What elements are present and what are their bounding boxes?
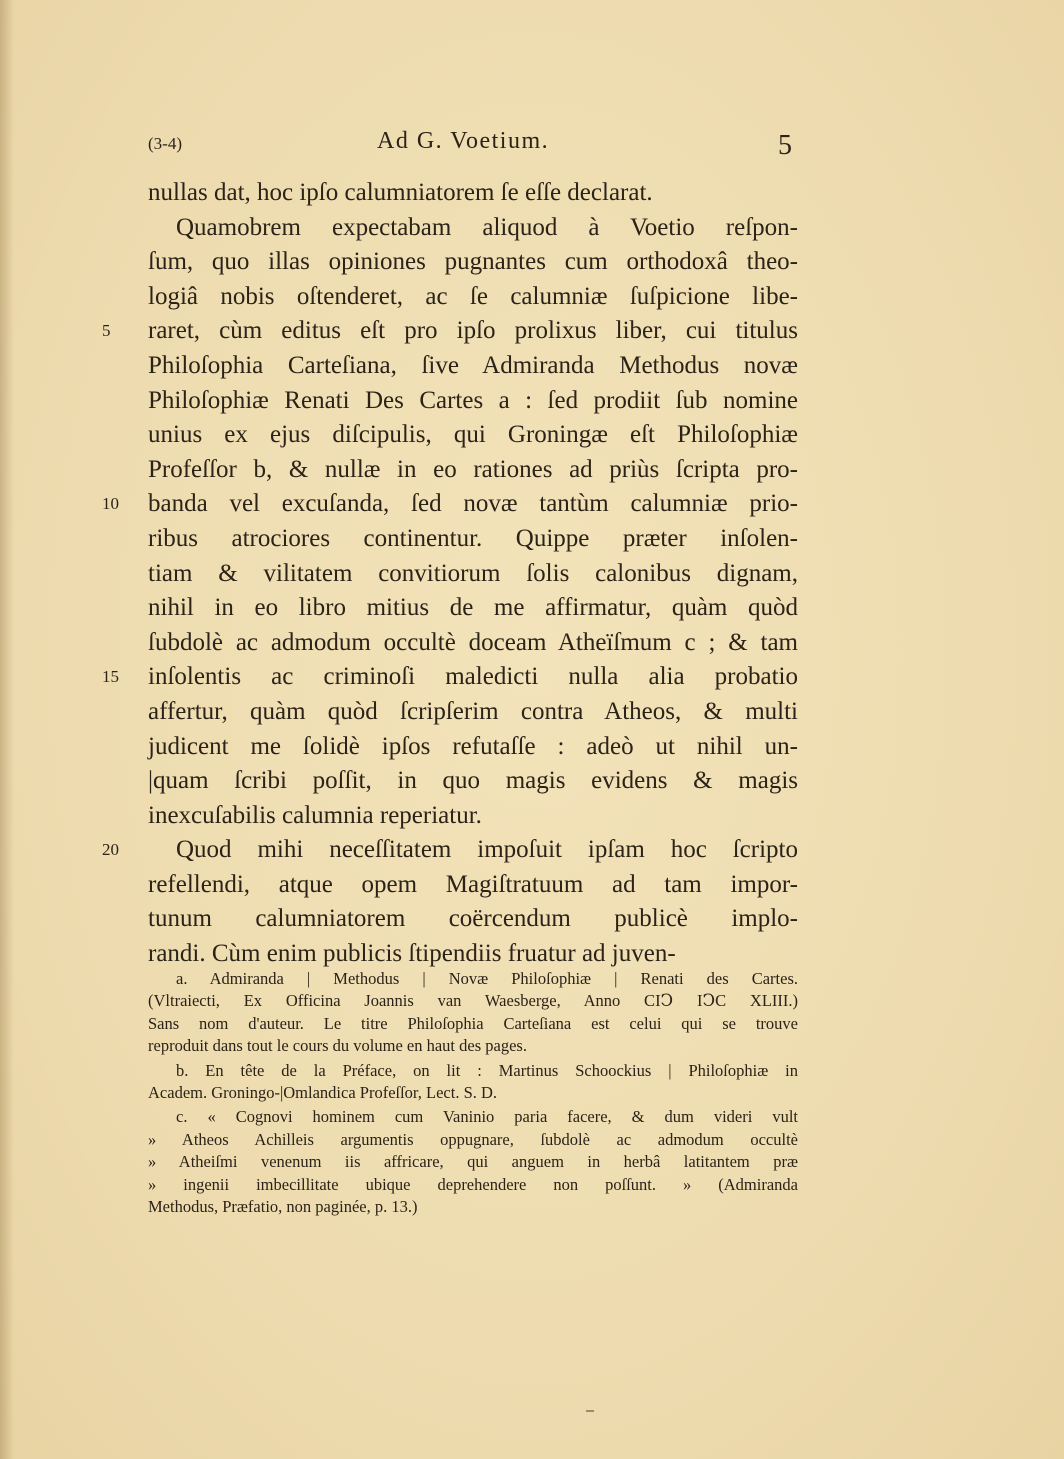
line-number: 15 <box>102 667 119 687</box>
footnote-line: » ingenii imbecillitate ubique deprehendere non poſſunt. » (Admiranda <box>148 1174 798 1194</box>
text-line: ribus atrociores continentur. Quippe præter inſolen- <box>148 524 798 552</box>
text-line: Philoſophiæ Renati Des Cartes a : ſed prodiit ſub nomine <box>148 386 798 414</box>
paper-mark <box>586 1410 594 1412</box>
text-line: tiam & vilitatem convitiorum ſolis calonibus dignam, <box>148 559 798 587</box>
line-number: 20 <box>102 840 119 860</box>
text-line: nullas dat, hoc ipſo calumniatorem ſe eſſe declarat. <box>148 179 653 206</box>
header-page-range: (3-4) <box>148 134 182 153</box>
text-line: judicent me ſolidè ipſos refutaſſe : adeò ut nihil un- <box>148 732 798 760</box>
footnote-line: reproduit dans tout le cours du volume en haut des pages. <box>148 1036 527 1056</box>
text-line: randi. Cùm enim publicis ſtipendiis fruatur ad juven- <box>148 940 676 968</box>
text-line: unius ex ejus diſcipulis, qui Groningæ eſt Philoſophiæ <box>148 421 798 449</box>
footnotes <box>148 968 798 1218</box>
text-line: Quod mihi neceſſitatem impoſuit ipſam hoc ſcripto 20 <box>148 833 798 868</box>
footnote-line: » Atheiſmi venenum iis affricare, qui anguem in herbâ latitantem præ <box>148 1152 798 1172</box>
running-header <box>0 128 1064 168</box>
footnote-line: Sans nom d'auteur. Le titre Philoſophia Carteſiana est celui qui se trouve <box>148 1013 798 1033</box>
header-title: Ad G. Voetium. <box>377 128 550 154</box>
line-number: 5 <box>102 321 111 341</box>
text-line: ſum, quo illas opiniones pugnantes cum orthodoxâ theo- <box>148 248 798 276</box>
footnote-line: a. Admiranda | Methodus | Novæ Philoſophiæ | Renati des Cartes. <box>176 969 798 988</box>
text-line: banda vel excuſanda, ſed novæ tantùm calumniæ prio- 10 <box>148 487 798 522</box>
line-number: 10 <box>102 494 119 514</box>
text-line: tunum calumniatorem coërcendum publicè implo- <box>148 905 798 933</box>
text-line: |quam ſcribi poſſit, in quo magis evidens & magis <box>148 767 798 795</box>
text-line: inexcuſabilis calumnia reperiatur. <box>148 801 482 829</box>
text-line: refellendi, atque opem Magiſtratuum ad tam impor- <box>148 870 798 898</box>
header-folio: 5 <box>778 130 792 161</box>
text-line: Profeſſor b, & nullæ in eo rationes ad priùs ſcripta pro- <box>148 455 798 483</box>
footnote-line: (Vltraiecti, Ex Officina Joannis van Waesberge, Anno CIↃ IↃC XLIII.) <box>148 991 798 1011</box>
text-line: ſubdolè ac admodum occultè doceam Atheïſmum c ; & tam <box>148 628 798 656</box>
text-line: inſolentis ac criminoſi maledicti nulla alia probatio 15 <box>148 660 798 695</box>
page-gutter-shadow <box>0 0 14 1459</box>
text-line: Quamobrem expectabam aliquod à Voetio reſpon- <box>176 213 798 241</box>
text-line: nihil in eo libro mitius de me affirmatur, quàm quòd <box>148 594 798 622</box>
footnote-line: Academ. Groningo-|Omlandica Profeſſor, Lect. S. D. <box>148 1082 498 1102</box>
footnote-line: » Atheos Achilleis argumentis oppugnare, ſubdolè ac admodum occultè <box>148 1129 798 1149</box>
footnote-line: b. En tête de la Préface, on lit : Martinus Schoockius | Philoſophiæ in <box>176 1060 798 1080</box>
text-line: logiâ nobis oſtenderet, ac ſe calumniæ ſuſpicione libe- <box>148 282 798 310</box>
text-line: affertur, quàm quòd ſcripſerim contra Atheos, & multi <box>148 697 798 725</box>
main-text <box>102 176 798 972</box>
footnote-line: c. « Cognovi hominem cum Vaninio paria facere, & dum videri vult <box>176 1107 798 1127</box>
text-line: Philoſophia Carteſiana, ſive Admiranda Methodus novæ <box>148 351 798 379</box>
text-line: raret, cùm editus eſt pro ipſo prolixus liber, cui titulus 5 <box>148 314 798 349</box>
footnote-line: Methodus, Præfatio, non paginée, p. 13.) <box>148 1196 418 1216</box>
